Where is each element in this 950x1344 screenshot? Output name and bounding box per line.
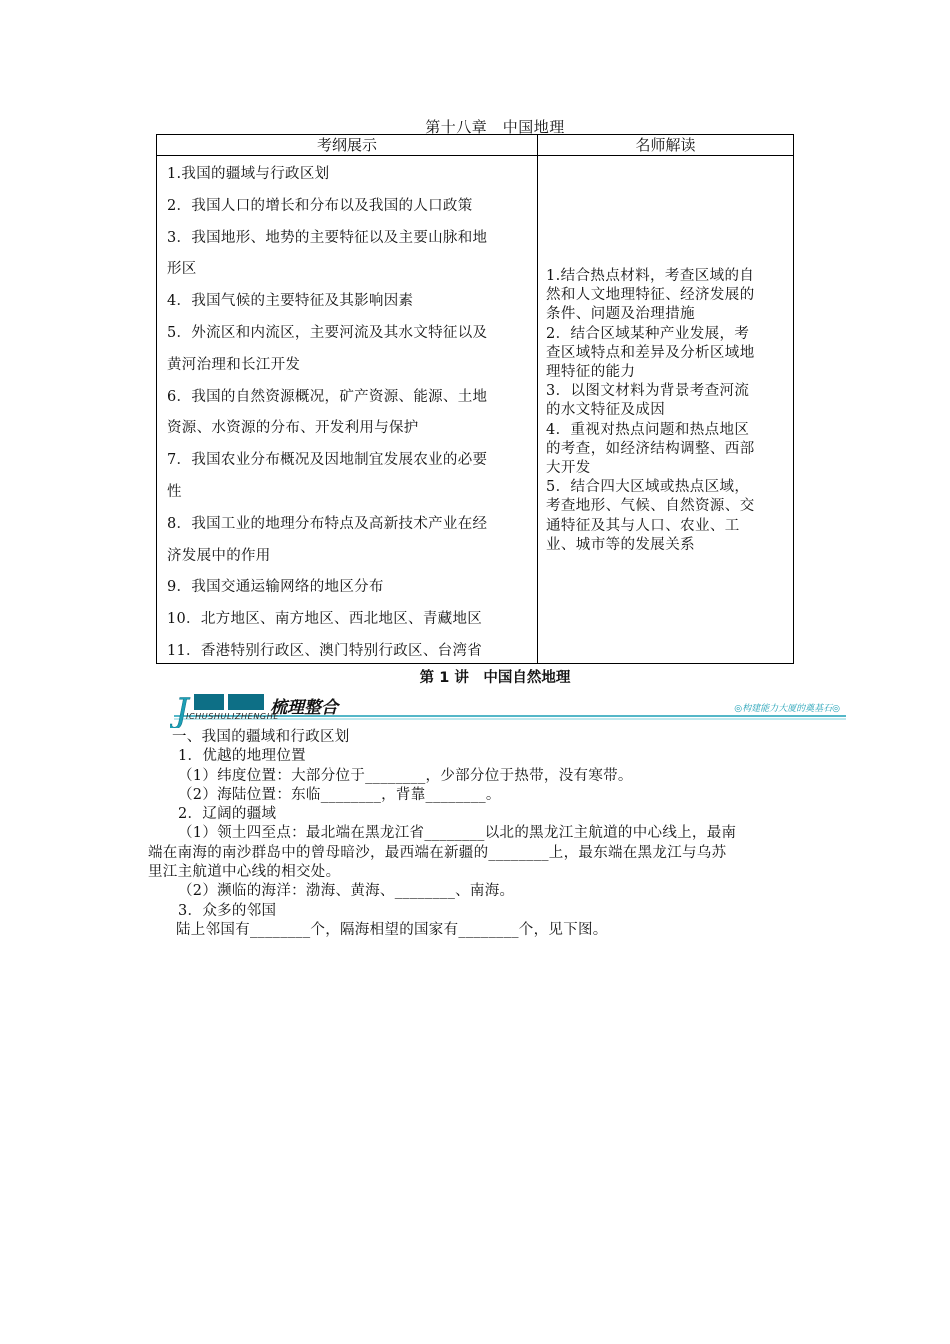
reading-line: 5．结合四大区域或热点区域， (546, 479, 750, 496)
reading-line: 条件、问题及治理措施 (546, 306, 695, 323)
outline-list (157, 156, 537, 668)
question-line: （1）纬度位置：大部分位于________，少部分位于热带，没有寒带。 (178, 767, 633, 784)
chapter-title: 第十八章 中国地理 (425, 118, 565, 136)
outline-item: 2．我国人口的增长和分布以及我国的人口政策 (167, 197, 473, 214)
syllabus-reading-column (538, 135, 793, 663)
outline-item: 形区 (167, 261, 197, 278)
subsection-heading: 2．辽阔的疆域 (178, 806, 277, 823)
reading-text (546, 267, 783, 555)
reading-line: 查区域特点和差异及分析区域地 (546, 344, 755, 361)
body-text (148, 728, 816, 940)
outline-item: 11．香港特别行政区、澳门特别行政区、台湾省 (167, 642, 483, 659)
reading-line: 大开发 (546, 460, 591, 477)
reading-line: 2．结合区域某种产业发展，考 (546, 325, 750, 342)
reading-line: 的水文特征及成因 (546, 402, 666, 419)
question-line: 里江主航道中心线的相交处。 (148, 864, 341, 881)
outline-item: 8．我国工业的地理分布特点及高新技术产业在经 (167, 515, 488, 532)
reading-line: 3．以图文材料为背景考查河流 (546, 383, 750, 400)
question-line: 端在南海的南沙群岛中的曾母暗沙，最西端在新疆的________上，最东端在黑龙江与乌苏 (148, 844, 727, 861)
reading-line: 4．重视对热点问题和热点地区 (546, 421, 750, 438)
subsection-heading: 1．优越的地理位置 (178, 748, 306, 765)
section-banner (170, 688, 850, 728)
outline-item: 黄河治理和长江开发 (167, 356, 301, 373)
reading-line: 然和人文地理特征、经济发展的 (546, 287, 755, 304)
question-line: （1）领土四至点：最北端在黑龙江省________以北的黑龙江主航道的中心线上，最南 (178, 825, 737, 842)
question-line: 陆上邻国有________个，隔海相望的国家有________个，见下图。 (176, 921, 608, 938)
banner-subtitle: ICHUSHULIZHENGHE (186, 712, 279, 721)
question-line: （2）海陆位置：东临________，背靠________。 (178, 786, 501, 803)
syllabus-outline-column (157, 135, 538, 663)
outline-item: 5．外流区和内流区，主要河流及其水文特征以及 (167, 324, 488, 341)
outline-header: 考纲展示 (157, 135, 537, 156)
reading-header: 名师解读 (538, 135, 793, 156)
outline-item: 济发展中的作用 (167, 547, 271, 564)
outline-item: 3．我国地形、地势的主要特征以及主要山脉和地 (167, 229, 488, 246)
reading-line: 的考查，如经济结构调整、西部 (546, 440, 755, 457)
outline-item: 4．我国气候的主要特征及其影响因素 (167, 293, 414, 310)
reading-line: 理特征的能力 (546, 364, 636, 381)
banner-letter: J (175, 691, 189, 728)
reading-line: 考查地形、气候、自然资源、交 (546, 498, 755, 515)
syllabus-table (156, 134, 794, 664)
banner-title: 梳理整合 (270, 698, 338, 718)
section-heading: 一、我国的疆域和行政区划 (172, 729, 350, 745)
outline-item: 性 (167, 483, 182, 500)
banner-block (228, 694, 264, 710)
subsection-heading: 3．众多的邻国 (178, 902, 277, 919)
outline-item: 9．我国交通运输网络的地区分布 (167, 579, 384, 596)
outline-item: 资源、水资源的分布、开发利用与保护 (167, 420, 419, 437)
reading-line: 通特征及其与人口、农业、工 (546, 517, 740, 534)
banner-slogan: ◎构建能力大厦的奠基石◎ (734, 704, 840, 714)
banner-block (194, 694, 224, 710)
reading-line: 1.结合热点材料，考查区域的自 (546, 268, 755, 284)
outline-item: 1.我国的疆域与行政区划 (167, 166, 330, 182)
outline-item: 10．北方地区、南方地区、西北地区、青藏地区 (167, 611, 483, 628)
outline-item: 6．我国的自然资源概况，矿产资源、能源、土地 (167, 388, 488, 405)
question-line: （2）濒临的海洋：渤海、黄海、________、南海。 (178, 883, 515, 900)
outline-item: 7．我国农业分布概况及因地制宜发展农业的必要 (167, 452, 488, 469)
reading-line: 业、城市等的发展关系 (546, 536, 695, 553)
lecture-title: 第 1 讲 中国自然地理 (419, 670, 571, 686)
